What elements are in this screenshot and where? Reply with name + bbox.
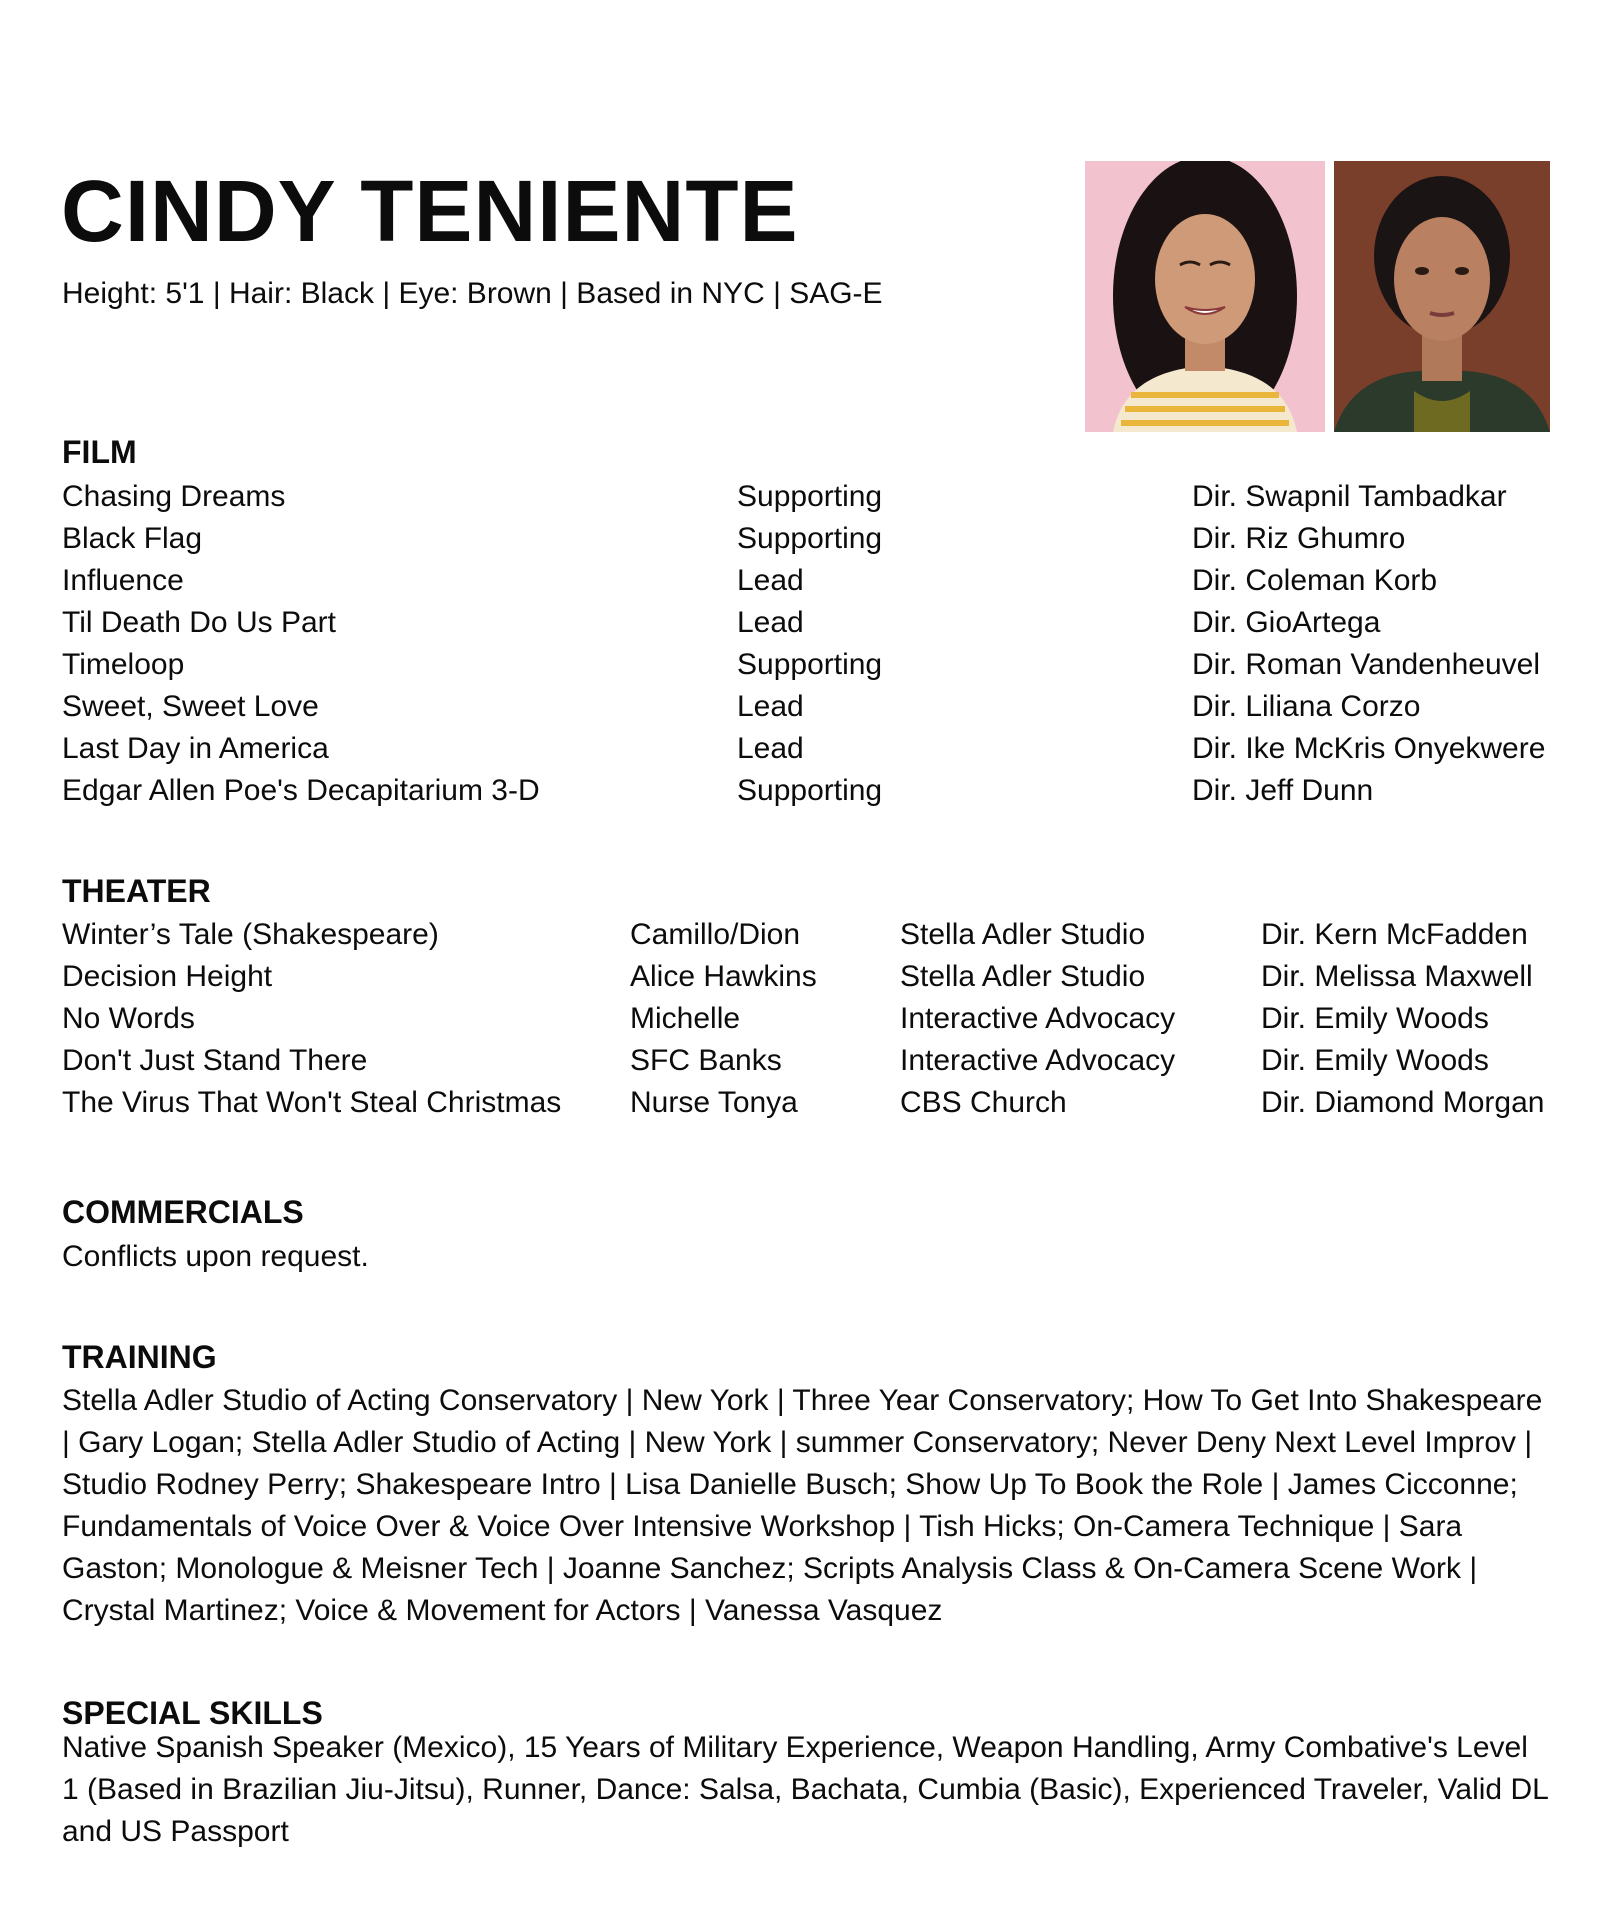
- credit-venue: Interactive Advocacy: [900, 1002, 1176, 1035]
- credit-title: Influence: [62, 564, 184, 597]
- theater-credits-table: [62, 914, 1599, 1124]
- credit-role: Alice Hawkins: [630, 960, 817, 993]
- film-heading: FILM: [62, 434, 137, 470]
- credit-venue: Interactive Advocacy: [900, 1044, 1176, 1077]
- table-row: [62, 476, 1599, 518]
- credit-director: Dir. Swapnil Tambadkar: [1192, 480, 1507, 513]
- credit-director: Dir. Melissa Maxwell: [1261, 960, 1533, 993]
- credit-title: Black Flag: [62, 522, 203, 555]
- film-credits-table: [62, 476, 1599, 812]
- credit-director: Dir. Roman Vandenheuvel: [1192, 648, 1540, 681]
- credit-role: Michelle: [630, 1002, 741, 1035]
- credit-role: Nurse Tonya: [630, 1086, 798, 1119]
- headshot-serious-photo: [1334, 161, 1550, 432]
- credit-director: Dir. Coleman Korb: [1192, 564, 1438, 597]
- credit-director: Dir. Emily Woods: [1261, 1002, 1489, 1035]
- training-heading: TRAINING: [62, 1339, 217, 1375]
- credit-role: Supporting: [737, 522, 883, 555]
- credit-role: Lead: [737, 732, 804, 765]
- credit-director: Dir. Riz Ghumro: [1192, 522, 1406, 555]
- credit-director: Dir. GioArtega: [1192, 606, 1381, 639]
- headshot-smiling-photo: [1085, 161, 1325, 432]
- credit-title: Decision Height: [62, 960, 273, 993]
- table-row: [62, 728, 1599, 770]
- credit-director: Dir. Emily Woods: [1261, 1044, 1489, 1077]
- table-row: [62, 1082, 1599, 1124]
- table-row: [62, 602, 1599, 644]
- table-row: [62, 560, 1599, 602]
- commercials-heading: COMMERCIALS: [62, 1194, 304, 1230]
- table-row: [62, 518, 1599, 560]
- credit-role: Supporting: [737, 774, 883, 807]
- credit-director: Dir. Kern McFadden: [1261, 918, 1528, 951]
- credit-role: Supporting: [737, 480, 883, 513]
- theater-heading: THEATER: [62, 873, 211, 909]
- headshot-serious-illustration: [1334, 161, 1550, 432]
- credit-venue: CBS Church: [900, 1086, 1067, 1119]
- special-skills-text: Native Spanish Speaker (Mexico), 15 Years of Military Experience, Weapon Handling, Army Combative's Level 1 (Based in Brazilian Jiu-Jitsu), Runner, Dance: Salsa, Bachata, Cumbia (Basic), Experienced Traveler, Valid DL and US Passport: [62, 1731, 1548, 1848]
- table-row: [62, 770, 1599, 812]
- credit-title: The Virus That Won't Steal Christmas: [62, 1086, 562, 1119]
- special-skills-heading: SPECIAL SKILLS: [62, 1695, 323, 1731]
- actor-stats: Height: 5'1 | Hair: Black | Eye: Brown | Based in NYC | SAG-E: [62, 277, 883, 310]
- table-row: [62, 914, 1599, 956]
- credit-venue: Stella Adler Studio: [900, 960, 1146, 993]
- credit-title: Winter’s Tale (Shakespeare): [62, 918, 439, 951]
- table-row: [62, 644, 1599, 686]
- credit-role: Camillo/Dion: [630, 918, 801, 951]
- credit-title: Edgar Allen Poe's Decapitarium 3-D: [62, 774, 540, 807]
- actor-name: CINDY TENIENTE: [61, 163, 799, 260]
- credit-role: Lead: [737, 564, 804, 597]
- credit-role: SFC Banks: [630, 1044, 782, 1077]
- table-row: [62, 998, 1599, 1040]
- credit-title: No Words: [62, 1002, 195, 1035]
- credit-title: Til Death Do Us Part: [62, 606, 336, 639]
- headshot-smiling-illustration: [1085, 161, 1325, 432]
- credit-venue: Stella Adler Studio: [900, 918, 1146, 951]
- credit-title: Timeloop: [62, 648, 185, 681]
- credit-role: Lead: [737, 606, 804, 639]
- credit-director: Dir. Ike McKris Onyekwere: [1192, 732, 1546, 765]
- credit-role: Lead: [737, 690, 804, 723]
- table-row: [62, 956, 1599, 998]
- credit-title: Last Day in America: [62, 732, 329, 765]
- credit-director: Dir. Diamond Morgan: [1261, 1086, 1545, 1119]
- credit-role: Supporting: [737, 648, 883, 681]
- credit-title: Chasing Dreams: [62, 480, 286, 513]
- credit-title: Don't Just Stand There: [62, 1044, 368, 1077]
- commercials-text: Conflicts upon request.: [62, 1240, 369, 1273]
- training-text: Stella Adler Studio of Acting Conservatory | New York | Three Year Conservatory; How To Get Into Shakespeare | Gary Logan; Stella Adler Studio of Acting | New York | summer Conservatory; Never Deny Next Level Improv | Studio Rodney Perry; Shakespeare Intro | Lisa Danielle Busch; Show Up To Book the Role | James Cicconne; Fundamentals of Voice Over & Voice Over Intensive Workshop | Tish Hicks; On-Camera Technique | Sara Gaston; Monologue & Meisner Tech | Joanne Sanchez; Scripts Analysis Class & On-Camera Scene Work | Crystal Martinez; Voice & Movement for Actors | Vanessa Vasquez: [62, 1384, 1543, 1627]
- credit-title: Sweet, Sweet Love: [62, 690, 319, 723]
- credit-director: Dir. Jeff Dunn: [1192, 774, 1374, 807]
- table-row: [62, 686, 1599, 728]
- table-row: [62, 1040, 1599, 1082]
- credit-director: Dir. Liliana Corzo: [1192, 690, 1421, 723]
